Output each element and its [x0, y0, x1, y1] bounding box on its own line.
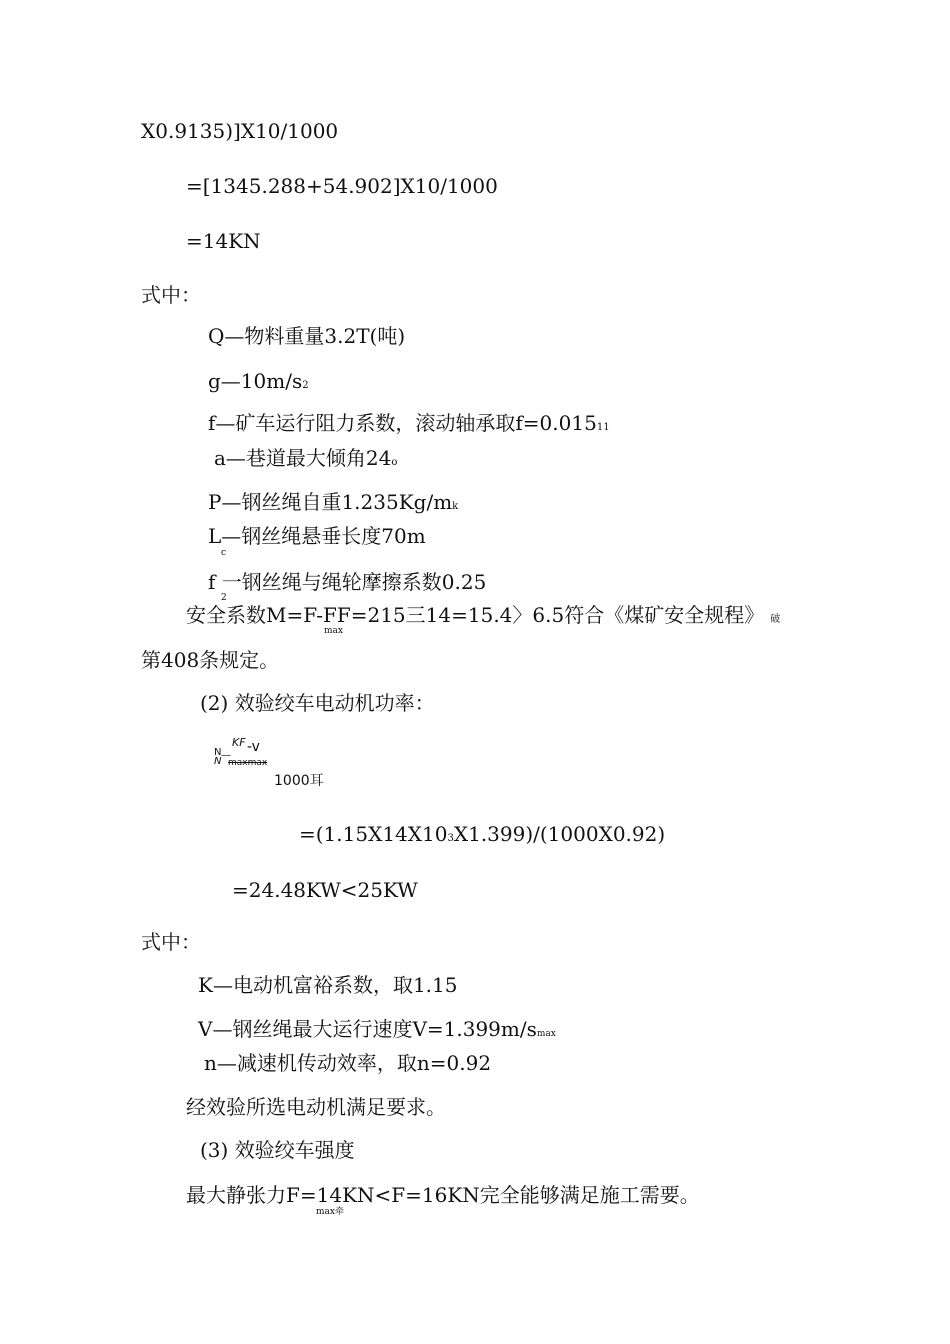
variable-definition: n—减速机传动效率，取n=0.92 [204, 1051, 492, 1075]
subscript: o [391, 457, 398, 468]
calc-text: X1.399)/(1000X0.92) [453, 822, 666, 846]
subscript: max牵 [316, 1207, 344, 1217]
safety-factor-line [186, 603, 780, 627]
formula-symbol: N [214, 747, 222, 758]
variable-definition [198, 1017, 556, 1041]
text-line: X0.9135)]X10/1000 [141, 119, 339, 143]
variable-definition: Q—物料重量3.2T(吨) [208, 324, 406, 348]
calc-text: =(1.15X14X10 [299, 822, 448, 846]
conclusion-line: 经效验所选电动机满足要求。 [186, 1095, 446, 1119]
variable-definition [208, 490, 458, 514]
variable-definition [208, 411, 610, 435]
section-heading: (2) 效验绞车电动机功率： [200, 691, 435, 715]
variable-definition: L—钢丝绳悬垂长度70m [208, 524, 426, 548]
text-line: =14KN [186, 229, 261, 253]
formula-denominator: 1000耳 [274, 773, 324, 789]
section-heading: 式中： [141, 283, 201, 307]
variable-definition: K—电动机富裕系数，取1.15 [198, 973, 458, 997]
calculation-line [299, 822, 665, 846]
formula-subscript: maxmax [228, 758, 268, 768]
variable-definition [214, 446, 397, 470]
subscript: 2 [221, 593, 227, 603]
definition-text: a—巷道最大倾角24 [214, 446, 392, 470]
definition-text: g—10m/s [208, 369, 303, 393]
subscript: 11 [596, 422, 610, 433]
superscript: 3 [447, 833, 454, 844]
section-heading: (3) 效验绞车强度 [200, 1138, 355, 1162]
annotation: 破 [770, 614, 781, 625]
formula-velocity: -v [247, 739, 260, 755]
variable-definition [208, 369, 309, 393]
strength-line: 最大静张力F=14KN<F=16KN完全能够满足施工需要。 [186, 1183, 700, 1207]
calculation-line: =24.48KW<25KW [232, 878, 418, 902]
subscript: k [452, 501, 459, 512]
formula-bar: — [221, 750, 231, 761]
subscript: c [221, 548, 227, 558]
text-line: =[1345.288+54.902]X10/1000 [186, 174, 498, 198]
formula-symbol: N [214, 756, 222, 767]
subscript: 2 [302, 380, 309, 391]
definition-text: V—钢丝绳最大运行速度V=1.399m/s [198, 1017, 537, 1041]
section-heading: 式中： [141, 930, 201, 954]
subscript: max [536, 1029, 556, 1039]
variable-definition: f 一钢丝绳与绳轮摩擦系数0.25 [208, 570, 487, 594]
formula-numerator: KF [232, 736, 246, 749]
safety-text: 安全系数M=F-FF=215三14=15.4〉6.5符合《煤矿安全规程》 [186, 603, 765, 627]
definition-text: P—钢丝绳自重1.235Kg/m [208, 490, 453, 514]
text-line: 第408条规定。 [141, 648, 280, 672]
definition-text: f—矿车运行阻力系数，滚动轴承取f=0.015 [208, 411, 597, 435]
subscript: max [324, 626, 343, 636]
